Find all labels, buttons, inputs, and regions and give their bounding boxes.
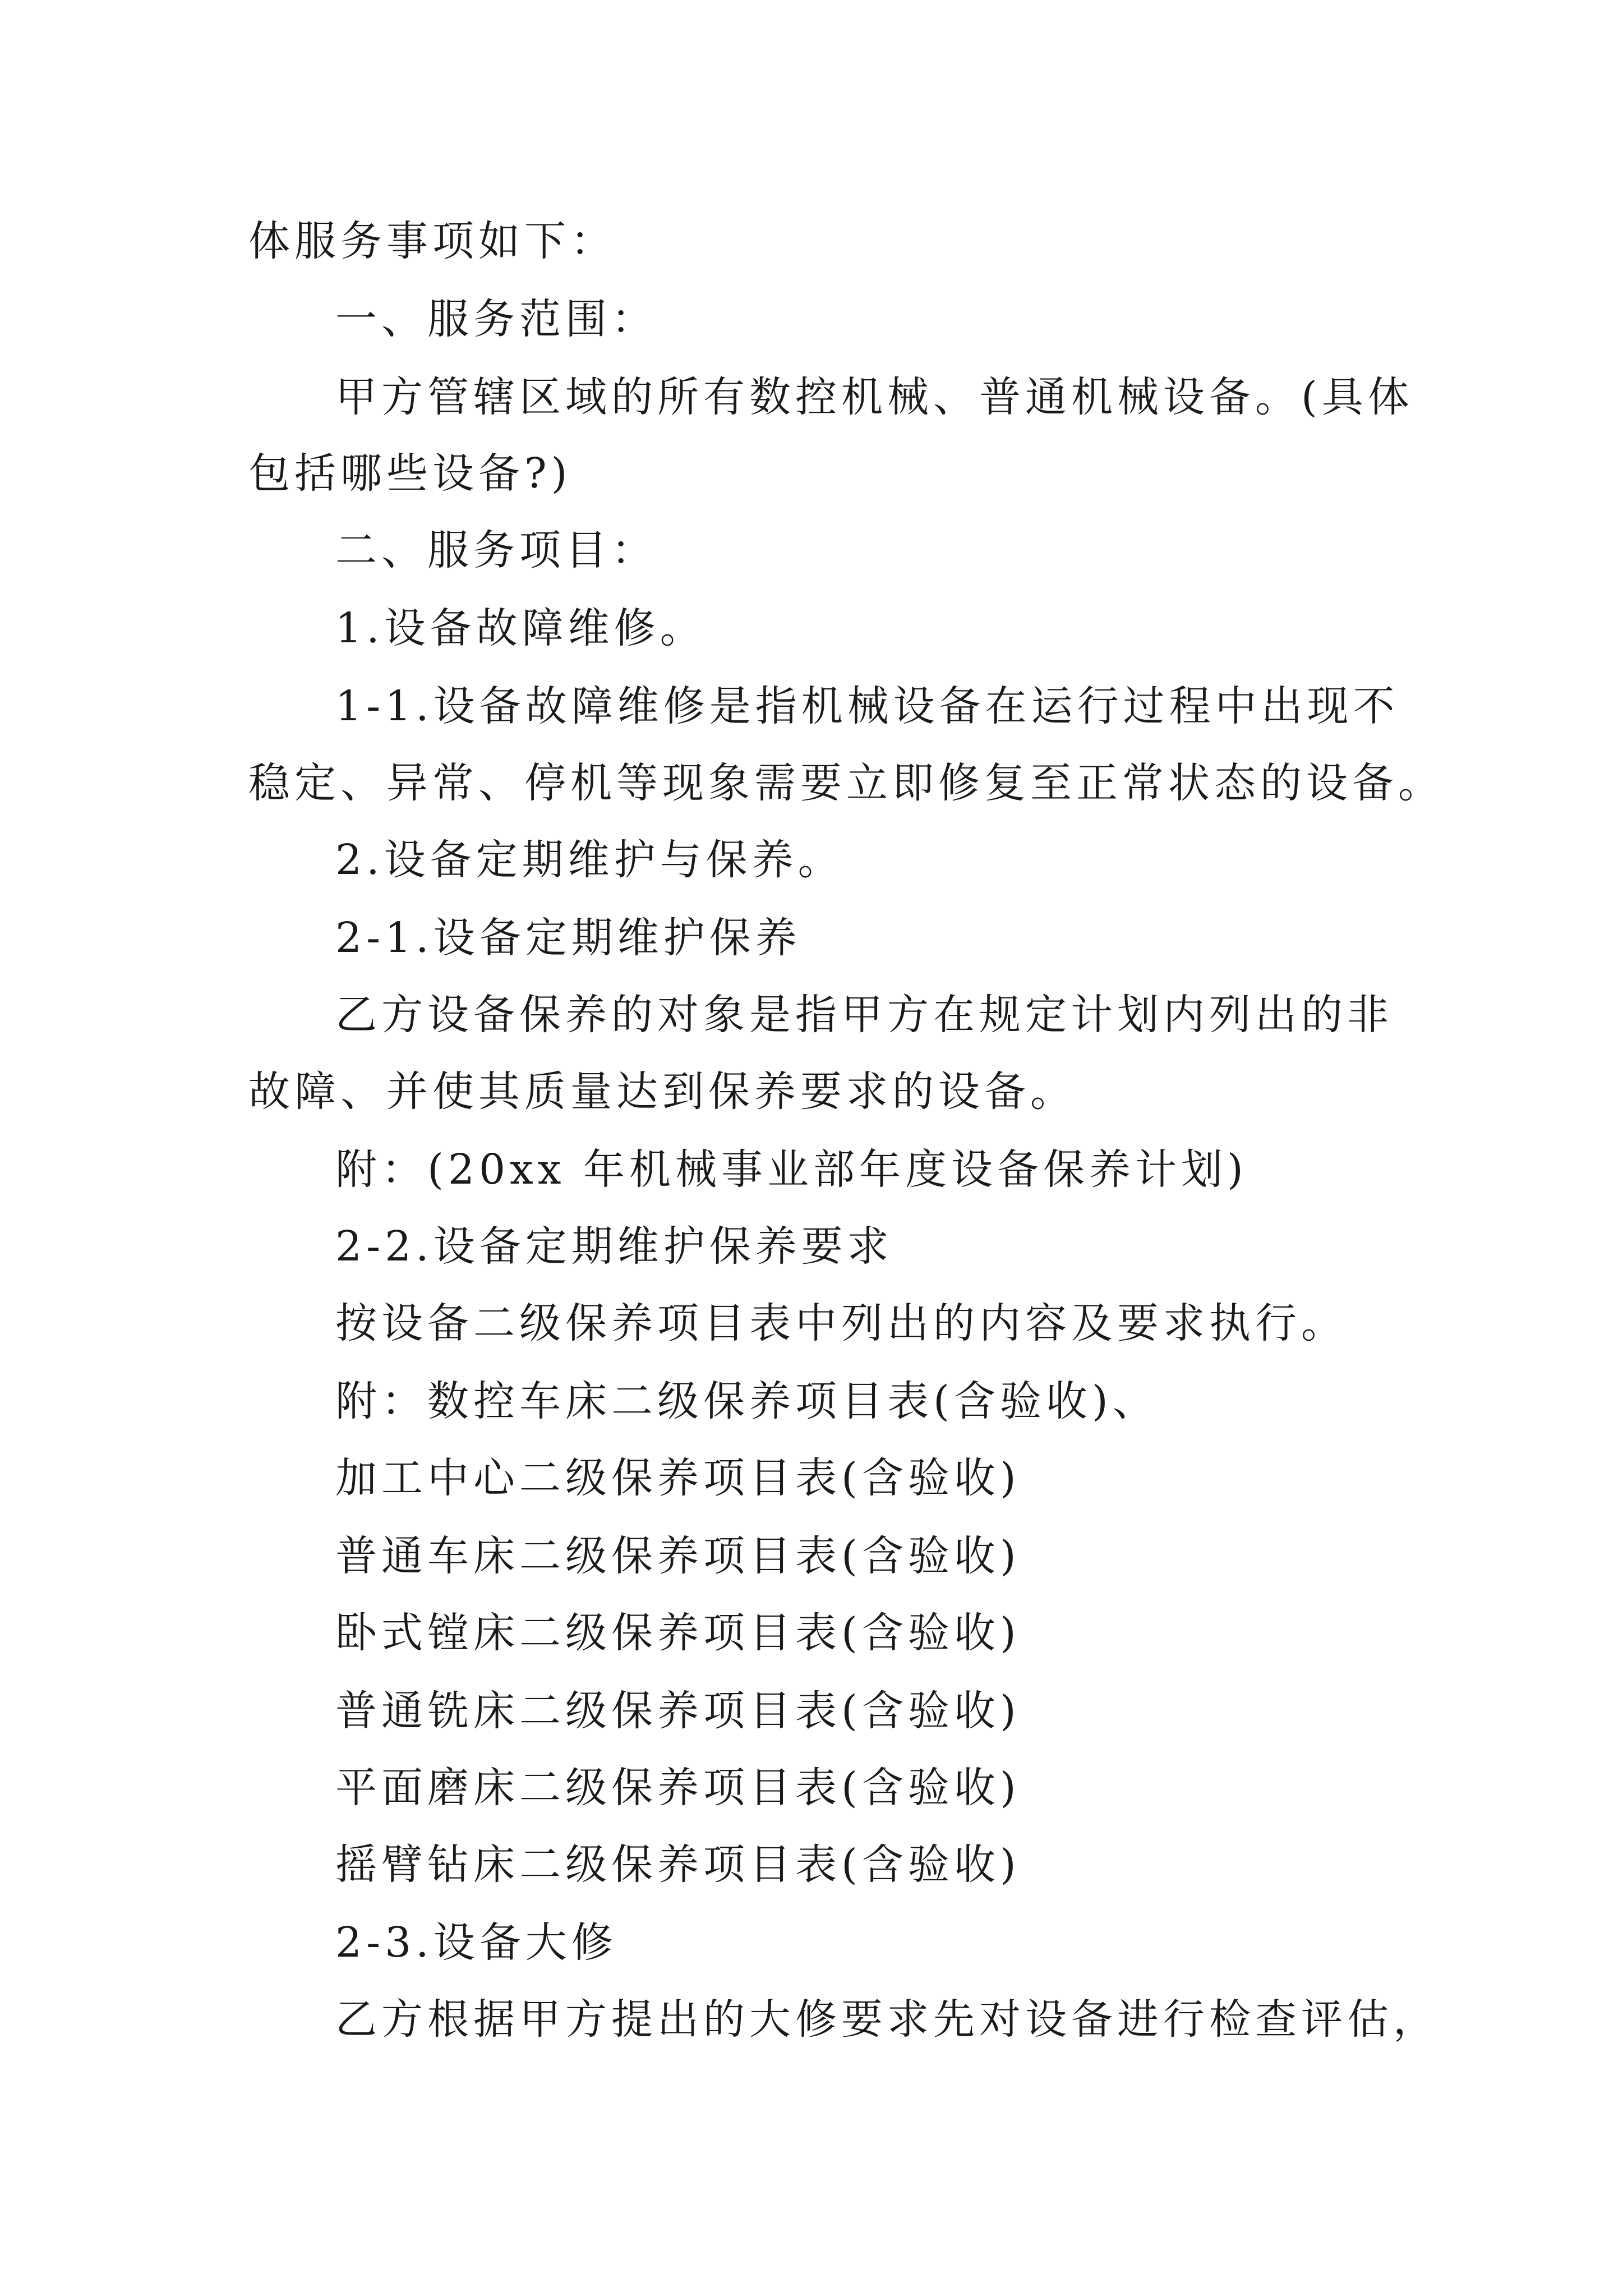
body-text-line: 体服务事项如下： [248, 217, 616, 265]
body-text-line: 乙方根据甲方提出的大修要求先对设备进行检查评估， [335, 1995, 1439, 2044]
body-text-line: 稳定、异常、停机等现象需要立即修复至正常状态的设备。 [248, 759, 1444, 807]
body-text-line: 包括哪些设备?) [248, 449, 572, 498]
body-text-line: 甲方管辖区域的所有数控机械、普通机械设备。(具体 [335, 373, 1414, 421]
body-text-line: 乙方设备保养的对象是指甲方在规定计划内列出的非 [335, 991, 1393, 1039]
body-text-line: 1-1.设备故障维修是指机械设备在运行过程中出现不 [335, 682, 1399, 730]
item-heading: 2-3.设备大修 [335, 1918, 617, 1967]
item-heading: 1.设备故障维修。 [335, 604, 706, 652]
section-heading: 一、服务范围： [335, 295, 657, 343]
body-text-line: 按设备二级保养项目表中列出的内容及要求执行。 [335, 1299, 1347, 1347]
item-heading: 2.设备定期维护与保养。 [335, 836, 844, 884]
attachment-note: 附：数控车床二级保养项目表(含验收)、 [335, 1377, 1159, 1425]
attachment-list-item: 卧式镗床二级保养项目表(含验收) [335, 1609, 1021, 1657]
item-heading: 2-2.设备定期维护保养要求 [335, 1222, 893, 1271]
item-heading: 2-1.设备定期维护保养 [335, 914, 801, 962]
attachment-list-item: 普通铣床二级保养项目表(含验收) [335, 1687, 1021, 1735]
attachment-list-item: 平面磨床二级保养项目表(含验收) [335, 1764, 1021, 1812]
attachment-list-item: 摇臂钻床二级保养项目表(含验收) [335, 1841, 1021, 1889]
body-text-line: 故障、并使其质量达到保养要求的设备。 [248, 1068, 1076, 1116]
attachment-list-item: 加工中心二级保养项目表(含验收) [335, 1454, 1021, 1502]
attachment-note: 附：(20xx 年机械事业部年度设备保养计划) [335, 1145, 1248, 1194]
attachment-list-item: 普通车床二级保养项目表(含验收) [335, 1532, 1021, 1580]
section-heading: 二、服务项目： [335, 526, 657, 574]
